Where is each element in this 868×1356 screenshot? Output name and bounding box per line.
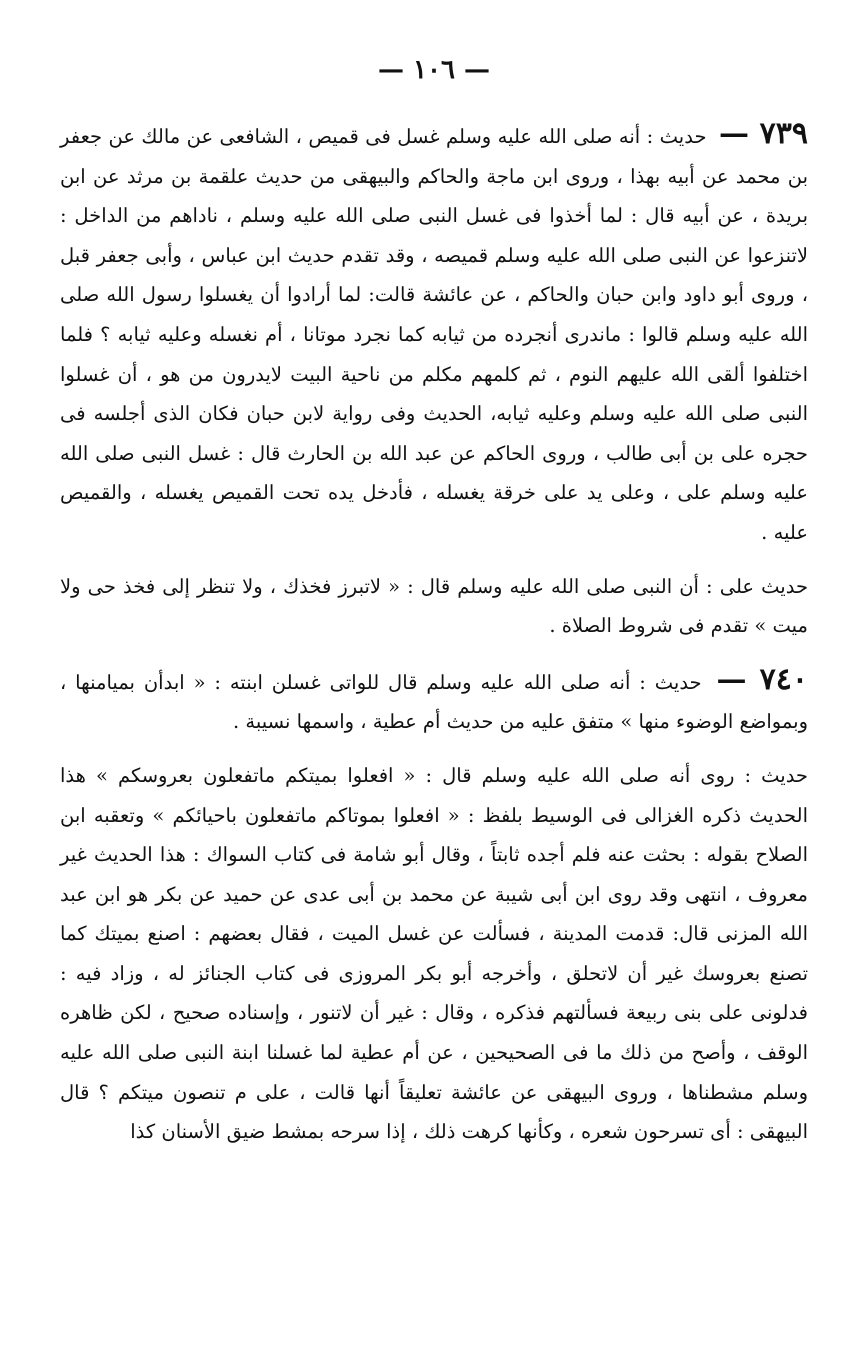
paragraph-hadith-739	[60, 114, 808, 553]
paragraph-hadith-740	[60, 660, 808, 742]
hadith-number: ٧٤٠ —	[716, 661, 808, 697]
paragraph-hadith-ali	[60, 567, 808, 646]
paragraph-text: حديث على : أن النبى صلى الله عليه وسلم قال : « لاتبرز فخذك ، ولا تنظر إلى فخذ حى ولا ميت » تقدم فى شروط الصلاة .	[60, 574, 808, 638]
paragraph-hadith-arus	[60, 756, 808, 1152]
hadith-number: ٧٣٩ —	[718, 116, 808, 151]
paragraph-text: حديث : أنه صلى الله عليه وسلم غسل فى قميص ، الشافعى عن مالك عن جعفر بن محمد عن أبيه بهذا ، وروى ابن ماجة والحاكم والبيهقى من حديث علقمة بن مرثد عن ابن بريدة ، عن أبيه قال : لما أخذوا فى غسل النبى صلى الله عليه وسلم ، ناداهم من الداخل : لاتنزعوا عن النبى صلى الله عليه وسلم قميصه ، وقد تقدم حديث ابن عباس ، وأبى جعفر قبل ، وروى أبو داود وابن حبان والحاكم ، عن عائشة قالت: لما أرادوا أن يغسلوا رسول الله صلى الله عليه وسلم قالوا : ماندرى أنجرده من ثيابه كما نجرد موتانا ، أم نغسله وعليه ثيابه ؟ فلما اختلفوا ألقى الله عليهم النوم ، ثم كلمهم مكلم من ناحية البيت لايدرون من هو ، أن غسلوا النبى صلى الله عليه وسلم وعليه ثيابه، الحديث وفى رواية لابن حبان فكان الذى أجلسه فى حجره على بن أبى طالب ، وروى الحاكم عن عبد الله بن الحارث قال : غسل النبى صلى الله عليه وسلم على ، وعلى يد على خرقة يغسله ، فأدخل يده تحت القميص يغسله ، والقميص عليه .	[60, 125, 808, 544]
page-number: — ١٠٦ —	[377, 55, 491, 85]
paragraph-text: حديث : أنه صلى الله عليه وسلم قال للواتى غسلن ابنته : « ابدأن بميامنها ، وبمواضع الوضوء منها » متفق عليه من حديث أم عطية ، واسمها نسيبة .	[60, 670, 808, 734]
paragraph-text: حديث : روى أنه صلى الله عليه وسلم قال : « افعلوا بميتكم ماتفعلون بعروسكم » هذا الحديث ذكره الغزالى فى الوسيط بلفظ : « افعلوا بموتاكم ماتفعلون باحيائكم » وتعقبه ابن الصلاح بقوله : بحثت عنه فلم أجده ثابتاً ، وقال أبو شامة فى كتاب السواك : هذا الحديث غير معروف ، انتهى وقد روى ابن أبى شيبة عن محمد بن أبى عدى عن حميد عن بكر هو ابن عبد الله المزنى قال: قدمت المدينة ، فسألت عن غسل الميت ، فقال بعضهم : اصنع بميتك كما تصنع بعروسك غير أن لاتحلق ، وأخرجه أبو بكر المروزى فى كتاب الجنائز له ، وزاد فيه : فدلونى على بنى ربيعة فسألتهم فذكره ، وقال : غير أن لاتنور ، وإسناده صحيح ، لكن ظاهره الوقف ، وأصح من ذلك ما فى الصحيحين ، عن أم عطية لما غسلنا ابنة النبى صلى الله عليه وسلم مشطناها ، وروى البيهقى عن عائشة تعليقاً أنها قالت ، على م تنصون ميتكم ؟ قال البيهقى : أى تسرحون شعره ، وكأنها كرهت ذلك ، إذا سرحه بمشط ضيق الأسنان كذا	[60, 763, 808, 1144]
